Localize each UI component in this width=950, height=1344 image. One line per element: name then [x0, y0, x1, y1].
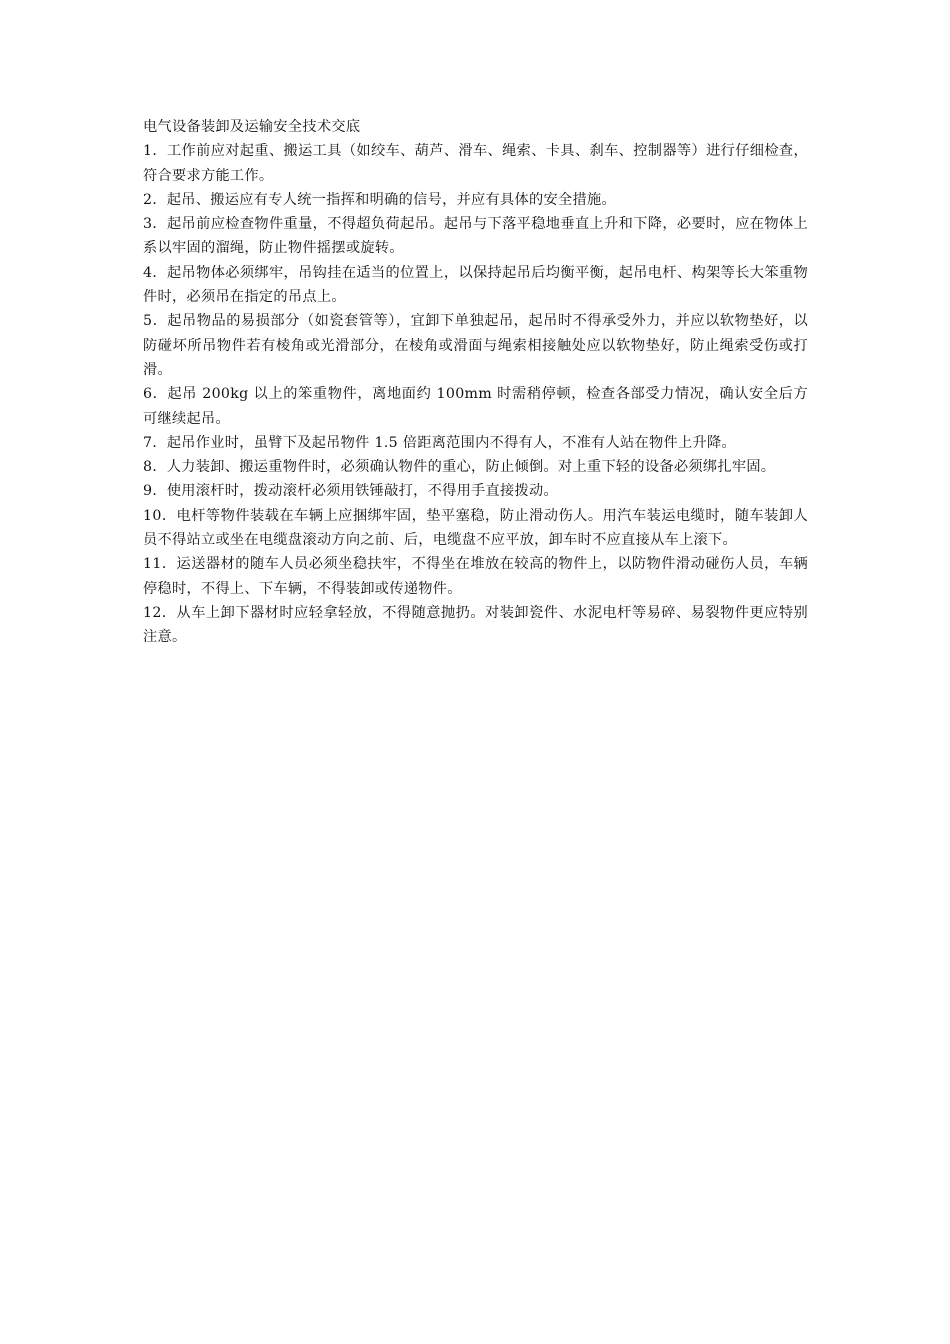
list-item: 4．起吊物体必须绑牢，吊钩挂在适当的位置上，以保持起吊后均衡平衡，起吊电杆、构架等长大笨重物件时，必须吊在指定的吊点上。	[143, 264, 808, 306]
list-item: 9．使用滚杆时，拨动滚杆必须用铁锤敲打，不得用手直接拨动。	[143, 483, 558, 500]
list-item: 11．运送器材的随车人员必须坐稳扶牢，不得坐在堆放在较高的物件上，以防物件滑动碰伤人员，车辆停稳时，不得上、下车辆，不得装卸或传递物件。	[143, 556, 808, 597]
list-item: 5．起吊物品的易损部分（如瓷套管等），宜卸下单独起吊，起吊时不得承受外力，并应以软物垫好，以防碰坏所吊物件若有棱角或光滑部分，在棱角或滑面与绳索相接触处应以软物垫好，防止绳索受伤或打滑。	[143, 313, 808, 378]
document-title: 电气设备装卸及运输安全技术交底	[143, 119, 361, 135]
list-item: 10．电杆等物件装载在车辆上应捆绑牢固，垫平塞稳，防止滑动伤人。用汽车装运电缆时，随车装卸人员不得站立或坐在电缆盘滚动方向之前、后，电缆盘不应平放，卸车时不应直接从车上滚下。	[143, 507, 808, 549]
list-item: 1．工作前应对起重、搬运工具（如绞车、葫芦、滑车、绳索、卡具、刹车、控制器等）进行仔细检查，符合要求方能工作。	[143, 143, 808, 184]
list-item: 8．人力装卸、搬运重物件时，必须确认物件的重心，防止倾倒。对上重下轻的设备必须绑扎牢固。	[143, 459, 776, 476]
list-item: 12．从车上卸下器材时应轻拿轻放，不得随意抛扔。对装卸瓷件、水泥电杆等易碎、易裂物件更应特别注意。	[143, 604, 808, 646]
list-item: 2．起吊、搬运应有专人统一指挥和明确的信号，并应有具体的安全措施。	[143, 191, 616, 208]
list-item: 3．起吊前应检查物件重量，不得超负荷起吊。起吊与下落平稳地垂直上升和下降，必要时，应在物体上系以牢固的溜绳，防止物件摇摆或旋转。	[143, 216, 808, 257]
list-item: 6．起吊 200kg 以上的笨重物件，离地面约 100mm 时需稍停顿，检查各部受力情况，确认安全后方可继续起吊。	[143, 386, 808, 427]
list-item: 7．起吊作业时，虽臂下及起吊物件 1.5 倍距离范围内不得有人，不准有人站在物件上升降。	[143, 434, 736, 451]
document-body	[143, 115, 808, 650]
